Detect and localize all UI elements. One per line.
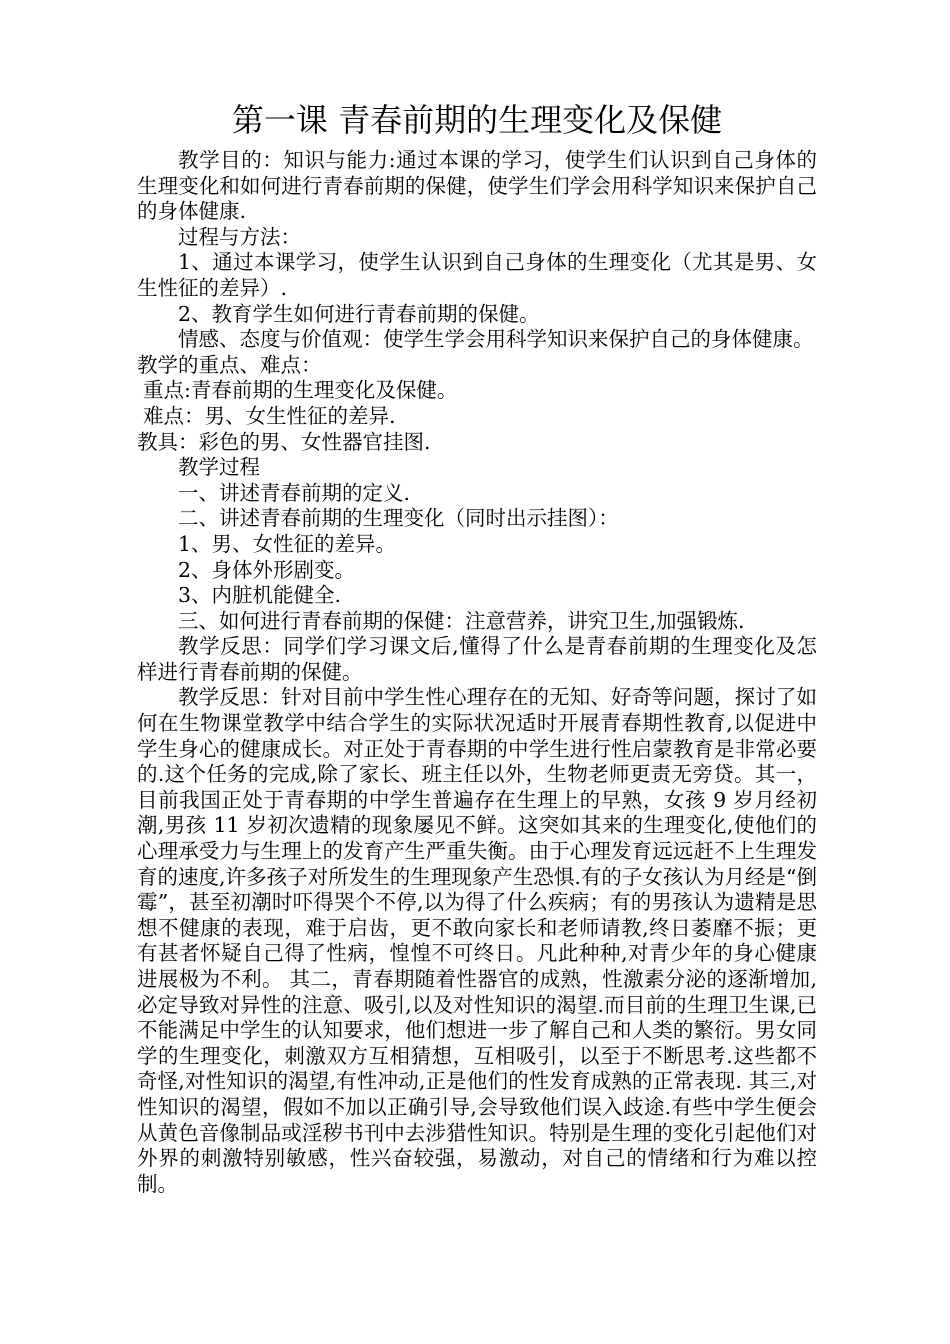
paragraph-step-2-item-2: 2、身体外形剧变。 [178,557,356,582]
paragraph-emotion-values: 情感、态度与价值观：使学生学会用科学知识来保护自己的身体健康。 [178,327,814,352]
paragraph-process-item-1: 1、通过本课学习，使学生认识到自己身体的生理变化（尤其是男、女生性征的差异）. [137,250,817,300]
paragraph-key-point: 重点:青春前期的生理变化及保健。 [143,378,458,403]
paragraph-process-method: 过程与方法： [178,224,301,249]
paragraph-step-2: 二、讲述青春前期的生理变化（同时出示挂图）： [178,506,619,531]
paragraph-step-3: 三、如何进行青春前期的保健：注意营养，讲究卫生,加强锻炼. [178,608,745,633]
paragraph-teaching-goal: 教学目的：知识与能力:通过本课的学习，使学生们认识到自己身体的生理变化和如何进行青春前期的保健，使学生们学会用科学知识来保护自己的身体健康. [137,148,817,224]
paragraph-process-item-2: 2、教育学生如何进行青春前期的保健。 [178,301,540,326]
document-page [137,100,817,1197]
page-title: 第一课 青春前期的生理变化及保健 [231,101,723,139]
paragraph-teaching-process: 教学过程 [178,455,260,480]
paragraph-reflection-1: 教学反思：同学们学习课文后,懂得了什么是青春前期的生理变化及怎样进行青春前期的保健。 [137,634,817,684]
paragraph-step-2-item-3: 3、内脏机能健全. [178,583,342,608]
paragraph-difficult-point: 难点：男、女生性征的差异. [143,403,396,428]
paragraph-key-points-heading: 教学的重点、难点： [137,352,322,377]
paragraph-step-1: 一、讲述青春前期的定义. [178,480,411,505]
paragraph-teaching-aids: 教具：彩色的男、女性器官挂图. [137,429,431,454]
paragraph-step-2-item-1: 1、男、女性征的差异。 [178,531,397,556]
paragraph-reflection-2: 教学反思：针对目前中学生性心理存在的无知、好奇等问题，探讨了如何在生物课堂教学中结合学生的实际状况适时开展青春期性教育,以促进中学生身心的健康成长。对正处于青春期的中学生进行性启蒙教育是非常必要的.这个任务的完成,除了家长、班主任以外，生物老师更责无旁贷。其一，目前我国正处于青春期的中学生普遍存在生理上的早熟，女孩 9 岁月经初潮,男孩 11 岁初次遗精的现象屡见不鲜。这突如其来的生理变化,使他们的心理承受力与生理上的发育产生严重失衡。由于心理发育远远赶不上生理发育的速度,许多孩子对所发生的生理现象产生恐惧.有的子女孩认为月经是“倒霉”，甚至初潮时吓得哭个不停,以为得了什么疾病；有的男孩认为遗精是思想不健康的表现，难于启齿，更不敢向家长和老师请教,终日萎靡不振；更有甚者怀疑自己得了性病，惶惶不可终日。凡此种种,对青少年的身心健康进展极为不利。 其二，青春期随着性器官的成熟，性激素分泌的逐渐增加,必定导致对异性的注意、吸引,以及对性知识的渴望.而目前的生理卫生课,已不能满足中学生的认知要求，他们想进一步了解自己和人类的繁衍。男女同学的生理变化，刺激双方互相猜想，互相吸引，以至于不断思考.这些都不奇怪,对性知识的渴望,有性冲动,正是他们的性发育成熟的正常表现. 其三,对性知识的渴望，假如不加以正确引导,会导致他们误入歧途.有些中学生便会从黄色音像制品或淫秽书刊中去涉猎性知识。特别是生理的变化引起他们对外界的刺激特别敏感，性兴奋较强，易激动，对自己的情绪和行为难以控制。 [137,685,817,1196]
